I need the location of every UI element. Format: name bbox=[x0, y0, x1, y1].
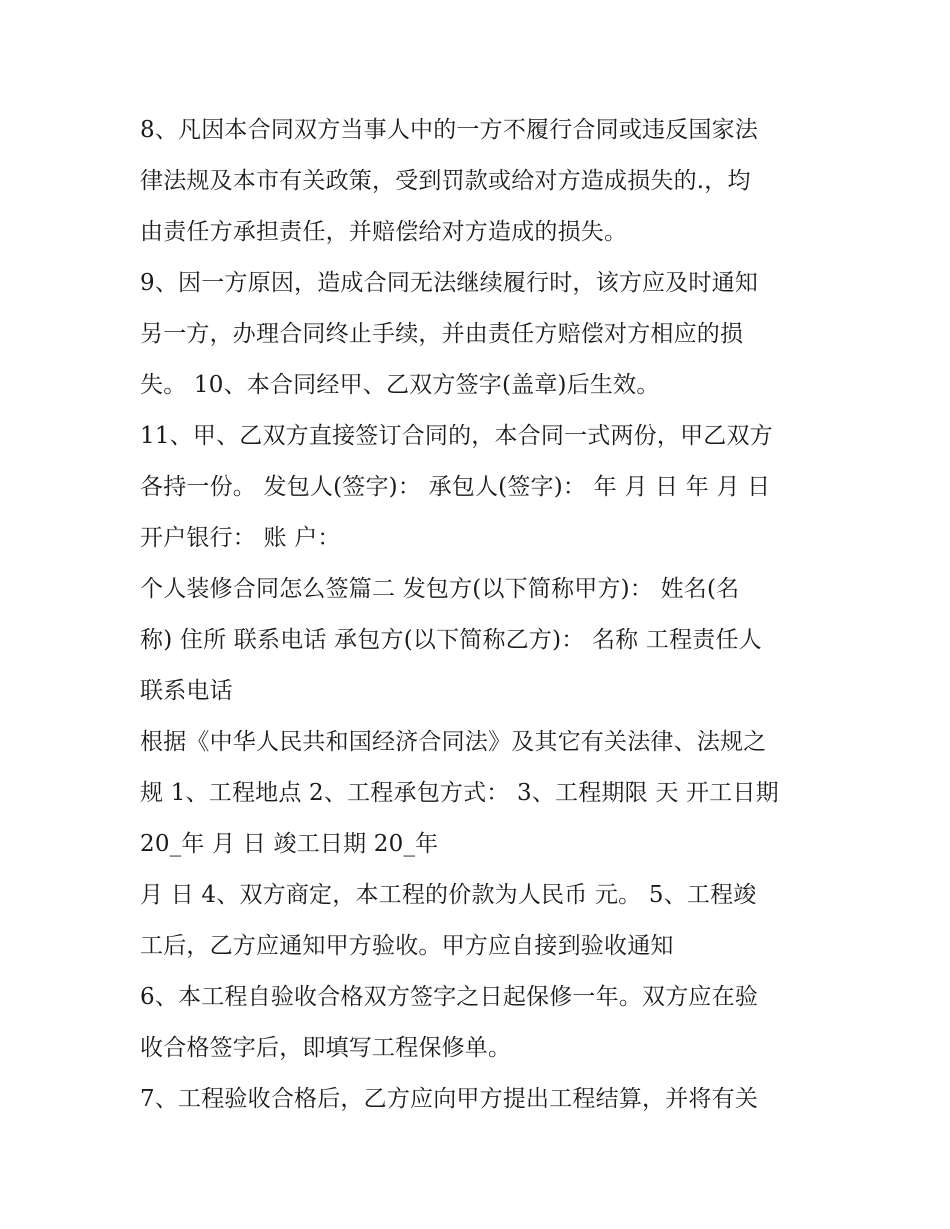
text-line: 开户银行： 账 户： bbox=[140, 525, 341, 551]
text-line: 工后，乙方应通知甲方验收。甲方应自接到验收通知 bbox=[140, 933, 674, 959]
text-line: 根据《中华人民共和国经济合同法》及其它有关法律、法规之 bbox=[140, 729, 767, 755]
text-line: 9、因一方原因，造成合同无法继续履行时，该方应及时通知 bbox=[140, 270, 759, 296]
text-line: 8、凡因本合同双方当事人中的一方不履行合同或违反国家法 bbox=[140, 117, 759, 143]
text-line: 由责任方承担责任，并赔偿给对方造成的损失。 bbox=[140, 219, 628, 245]
text-line: 7、工程验收合格后，乙方应向甲方提出工程结算，并将有关 bbox=[140, 1086, 759, 1112]
text-line: 6、本工程自验收合格双方签字之日起保修一年。双方应在验 bbox=[140, 984, 759, 1010]
text-line: 失。 10、本合同经甲、乙双方签字(盖章)后生效。 bbox=[140, 372, 660, 398]
text-line: 个人装修合同怎么签篇二 发包方(以下简称甲方)： 姓名(名 bbox=[140, 576, 740, 602]
text-line: 规 1、工程地点 2、工程承包方式： 3、工程期限 天 开工日期 bbox=[140, 780, 779, 806]
text-line: 收合格签字后，即填写工程保修单。 bbox=[140, 1035, 512, 1061]
text-line: 另一方，办理合同终止手续，并由责任方赔偿对方相应的损 bbox=[140, 321, 744, 347]
text-line: 称) 住所 联系电话 承包方(以下简称乙方)： 名称 工程责任人 bbox=[140, 627, 762, 653]
text-line: 律法规及本市有关政策，受到罚款或给对方造成损失的.，均 bbox=[140, 168, 751, 194]
text-line: 联系电话 bbox=[140, 678, 233, 704]
text-line: 20_年 月 日 竣工日期 20_年 bbox=[140, 831, 439, 857]
text-line: 各持一份。 发包人(签字)： 承包人(签字)： 年 月 日 年 月 日 bbox=[140, 474, 771, 500]
text-line: 11、甲、乙双方直接签订合同的，本合同一式两份，甲乙双方 bbox=[140, 423, 773, 449]
text-line: 月 日 4、双方商定，本工程的价款为人民币 元。 5、工程竣 bbox=[140, 882, 757, 908]
